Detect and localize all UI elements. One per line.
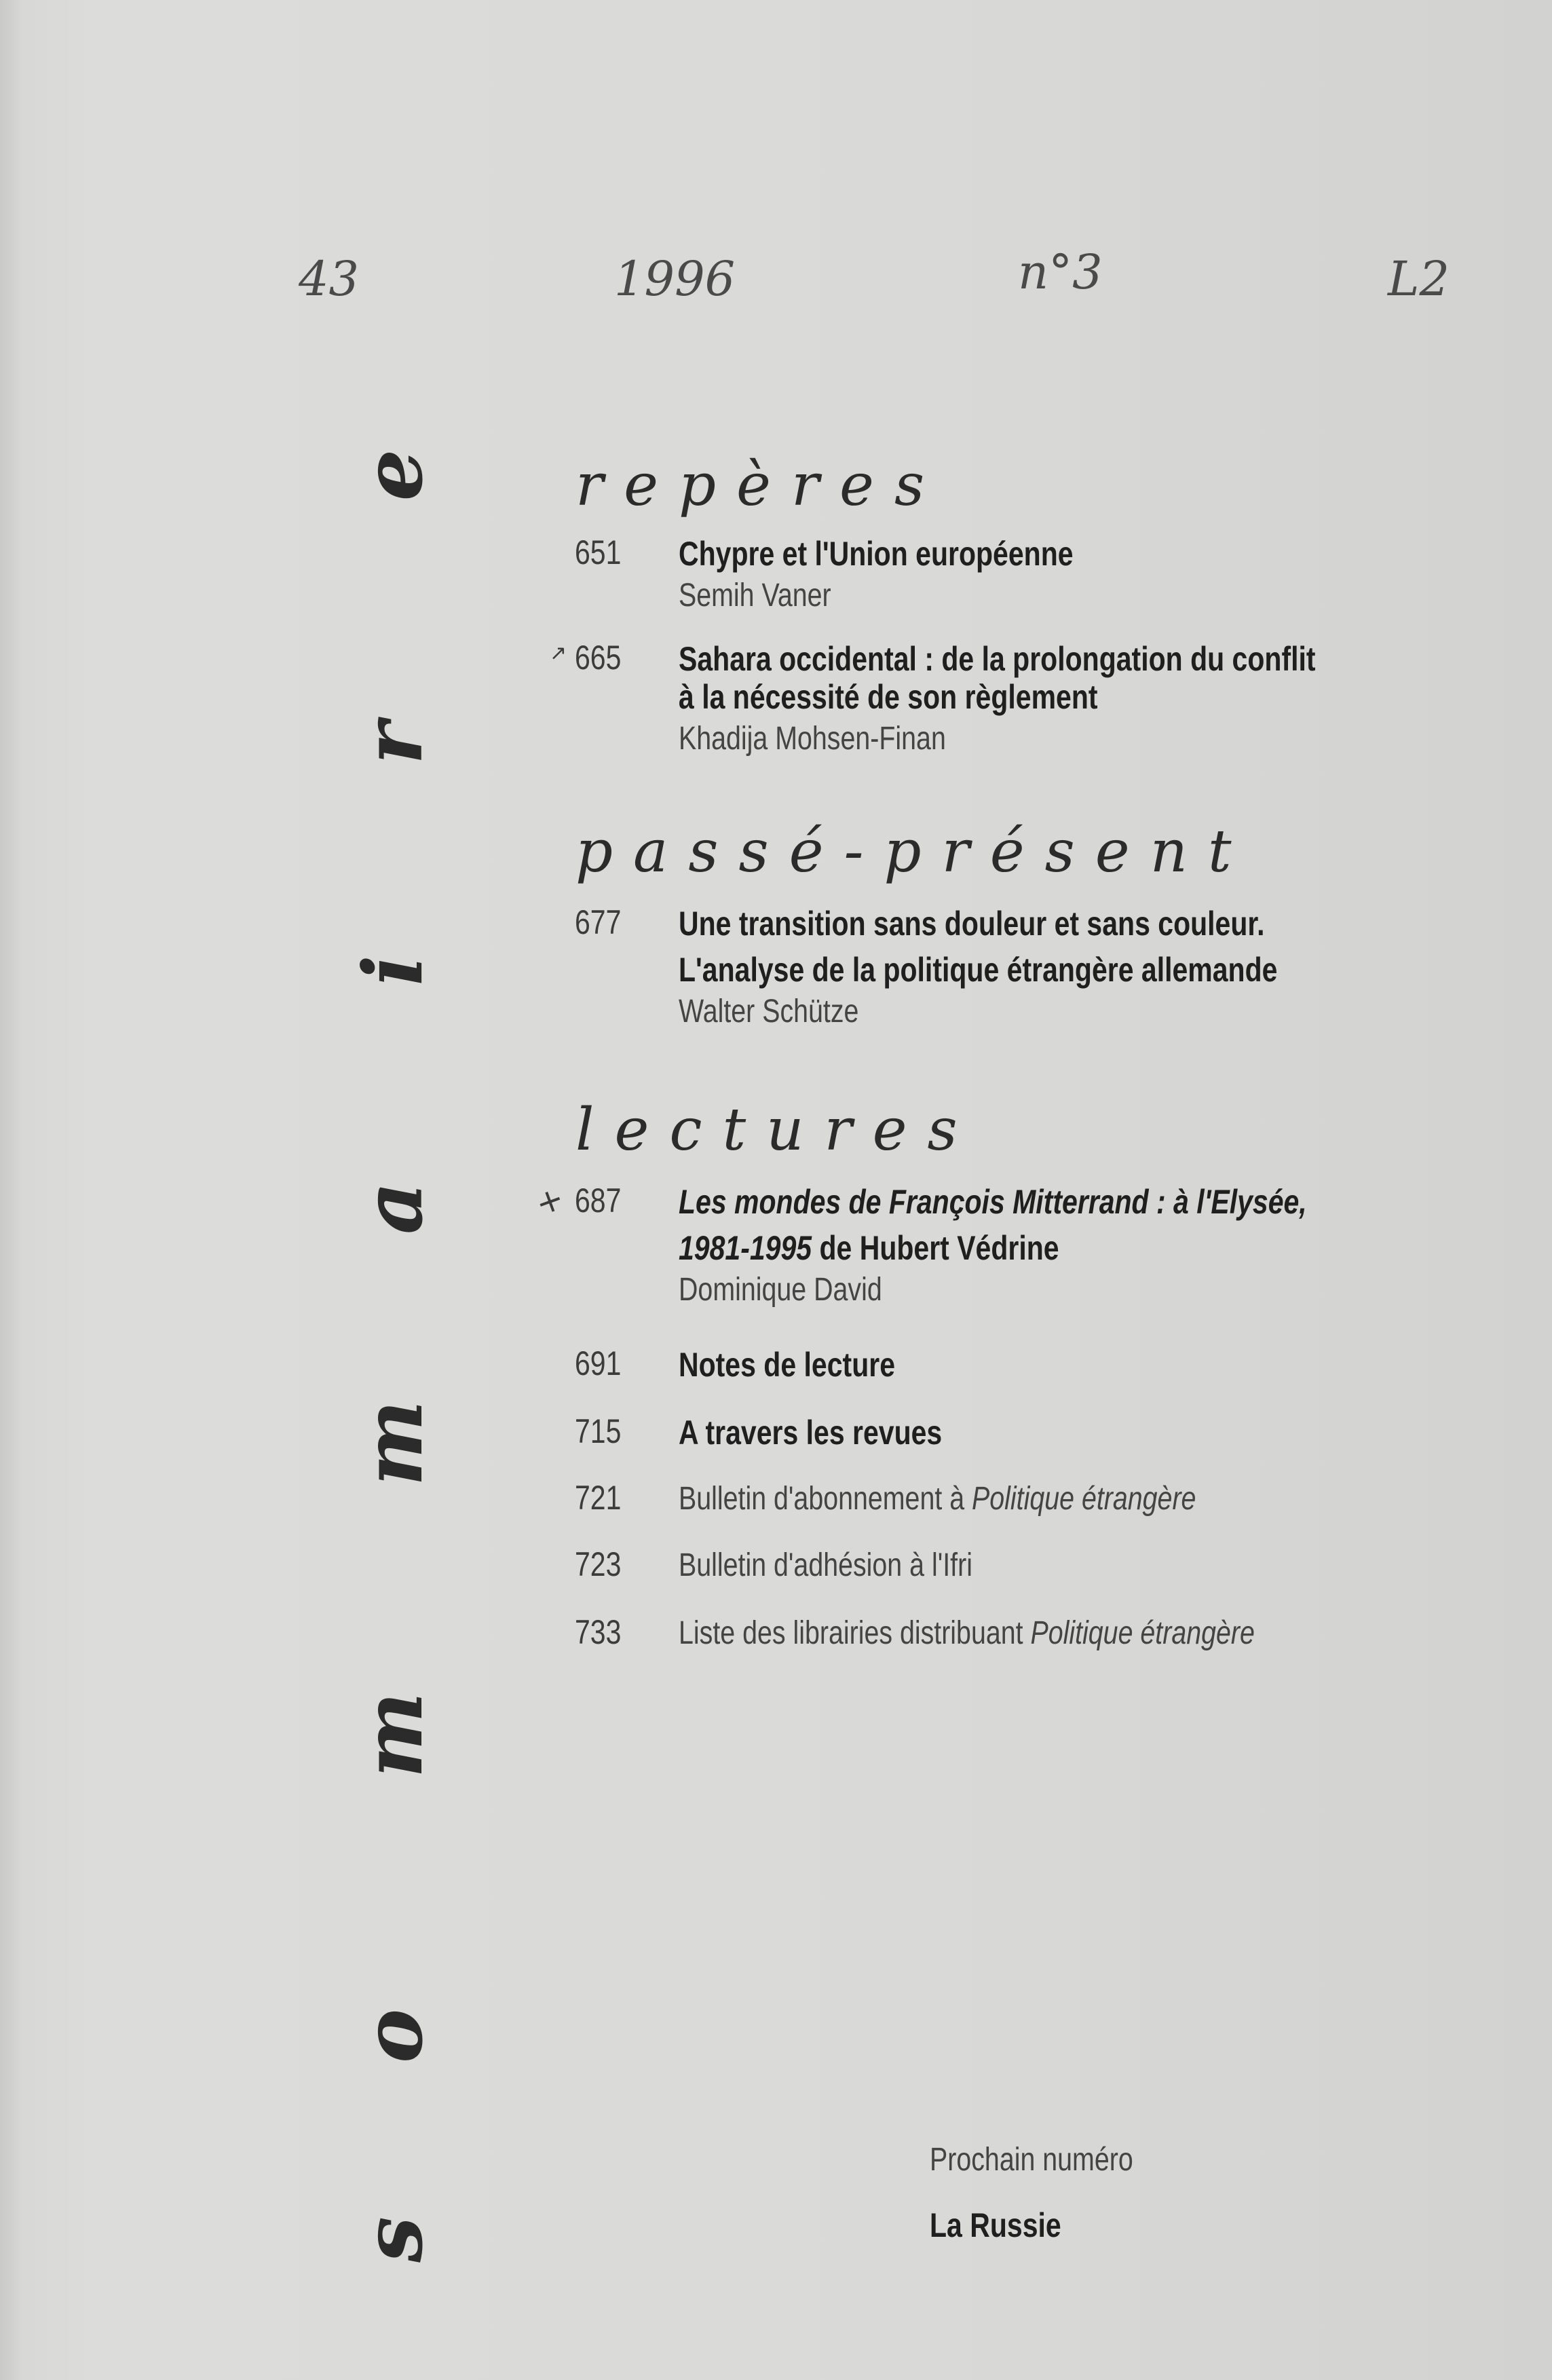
handwritten-annotation-shelf: L2 (1388, 251, 1450, 307)
vertical-letter: e (345, 449, 441, 502)
page-number: 733 (575, 1613, 622, 1651)
vertical-letter: i (345, 955, 441, 986)
pencil-cross-mark: + (530, 1178, 569, 1224)
vertical-letter: a (345, 1182, 441, 1234)
article-title-line: Une transition sans douleur et sans couleur. (679, 905, 1265, 943)
page-number: 691 (575, 1344, 622, 1382)
journal-name: Politique étrangère (972, 1481, 1196, 1517)
article-author: Walter Schütze (679, 994, 859, 1030)
article-title-line: Sahara occidental : de la prolongation du conflit (679, 640, 1316, 678)
entry-text: Bulletin d'adhésion à l'Ifri (679, 1547, 972, 1583)
page-number: 687 (575, 1182, 622, 1220)
entry-text: Bulletin d'abonnement à (679, 1481, 972, 1517)
article-author: Khadija Mohsen-Finan (679, 721, 946, 757)
journal-name: Politique étrangère (1030, 1615, 1255, 1651)
next-issue-title: La Russie (930, 2206, 1061, 2244)
vertical-letter: r (345, 721, 441, 765)
entry-text: Liste des librairies distribuant (679, 1615, 1031, 1651)
page-number: 723 (575, 1545, 622, 1583)
article-title-line: à la nécessité de son règlement (679, 678, 1098, 716)
article-author: Dominique David (679, 1272, 882, 1308)
page-number: 715 (575, 1412, 622, 1450)
article-title-line: L'analyse de la politique étrangère allemande (679, 951, 1278, 989)
vertical-title-sommaire (345, 434, 441, 2267)
section-title-lectures: lectures (575, 1096, 978, 1164)
book-years: 1981-1995 (679, 1229, 812, 1267)
article-author: Semih Vaner (679, 578, 831, 613)
vertical-letter: m (345, 1400, 441, 1486)
article-title: Chypre et l'Union européenne (679, 535, 1074, 573)
page-number: 665 (575, 639, 622, 677)
handwritten-annotation-volume: 43 (299, 251, 360, 307)
vertical-letter: m (345, 1692, 441, 1778)
page-number: 721 (575, 1479, 622, 1517)
pencil-tick-mark: ↗ (550, 641, 567, 665)
handwritten-annotation-issue: n°3 (1018, 244, 1103, 300)
article-title: Notes de lecture (679, 1346, 895, 1384)
page-number: 677 (575, 903, 622, 941)
vertical-letter: o (345, 2008, 441, 2064)
page-number: 651 (575, 533, 622, 571)
article-title: A travers les revues (679, 1414, 943, 1452)
section-title-reperes: repères (575, 451, 945, 519)
next-issue-label: Prochain numéro (930, 2142, 1133, 2178)
article-title-line (679, 1227, 1346, 1269)
vertical-letter: s (345, 2216, 441, 2263)
section-title-passe-present: passé-présent (575, 818, 1252, 886)
article-title-line: Les mondes de François Mitterrand : à l'Elysée, (679, 1183, 1307, 1221)
book-author-credit: de Hubert Védrine (812, 1229, 1059, 1267)
handwritten-annotation-year: 1996 (614, 251, 736, 307)
